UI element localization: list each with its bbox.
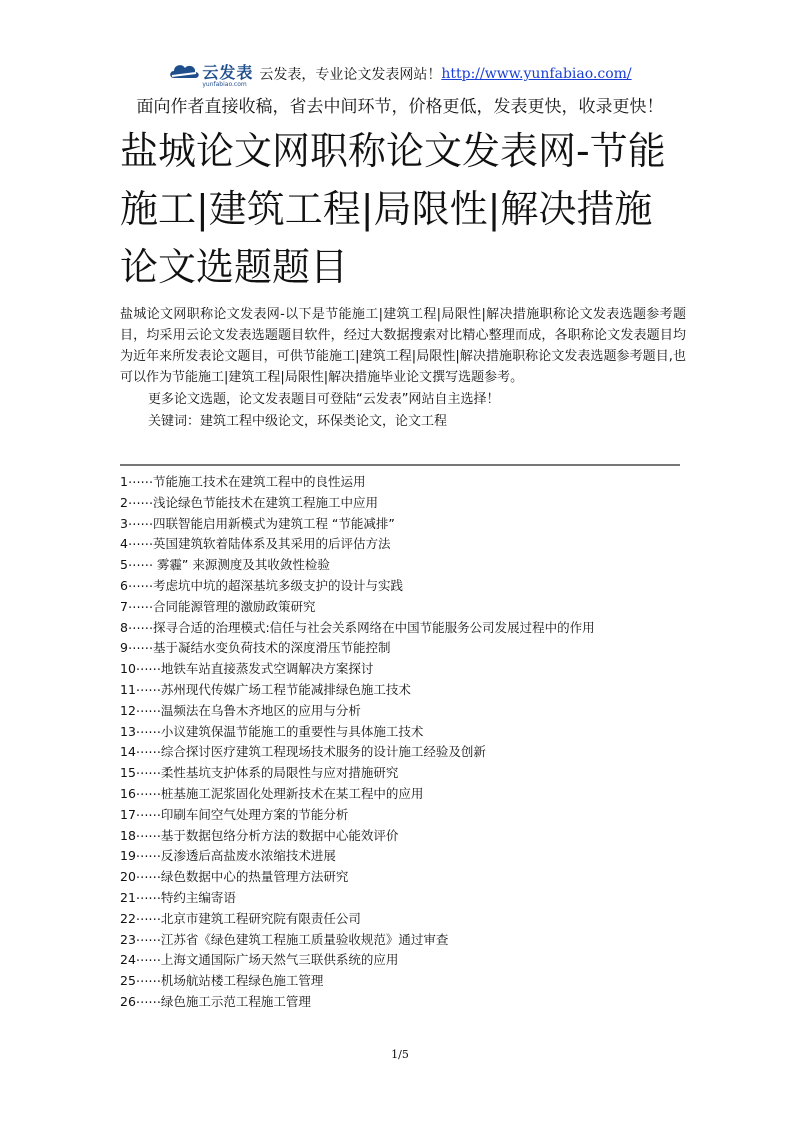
logo-text: 云发表 <box>202 63 254 82</box>
list-item: 12⋯⋯温频法在乌鲁木齐地区的应用与分析 <box>120 702 361 718</box>
document-title: 盐城论文网职称论文发表网-节能施工|建筑工程|局限性|解决措施论文选题题目 <box>120 129 666 289</box>
list-item: 17⋯⋯印刷车间空气处理方案的节能分析 <box>120 806 349 822</box>
divider <box>120 464 680 466</box>
list-item: 21⋯⋯特约主编寄语 <box>120 889 236 905</box>
list-item: 14⋯⋯综合探讨医疗建筑工程现场技术服务的设计施工经验及创新 <box>120 744 486 760</box>
list-item: 13⋯⋯小议建筑保温节能施工的重要性与具体施工技术 <box>120 723 424 739</box>
list-item: 6⋯⋯考虑坑中坑的超深基坑多级支护的设计与实践 <box>120 577 403 593</box>
intro-paragraph: 盐城论文网职称论文发表网-以下是节能施工|建筑工程|局限性|解决措施职称论文发表选题参考题目，均采用云论文发表选题题目软件，经过大数据搜索对比精心整理而成，各职称论文发表题目均为近年来所发表论文题目，可供节能施工|建筑工程|局限性|解决措施职称论文发表选题参考题目,也可以作为节能施工|建筑工程|局限性|解决措施毕业论文撰写选题参考。 <box>120 307 686 385</box>
list-item: 11⋯⋯苏州现代传媒广场工程节能减排绿色施工技术 <box>120 681 411 697</box>
list-item: 24⋯⋯上海文通国际广场天然气三联供系统的应用 <box>120 952 399 968</box>
cloud-icon <box>168 61 200 83</box>
list-item: 23⋯⋯江苏省《绿色建筑工程施工质量验收规范》通过审查 <box>120 931 449 947</box>
site-link[interactable]: http://www.yunfabiao.com/ <box>441 66 632 82</box>
page-number: 1/5 <box>391 1048 409 1061</box>
more-topics-note: 更多论文选题，论文发表题目可登陆“云发表”网站自主选择！ <box>148 392 500 407</box>
site-header <box>0 58 800 90</box>
topic-list <box>120 472 686 1013</box>
list-item: 10⋯⋯地铁车站直接蒸发式空调解决方案探讨 <box>120 661 374 677</box>
list-item: 2⋯⋯浅论绿色节能技术在建筑工程施工中应用 <box>120 494 378 510</box>
keywords: 关键词：建筑工程中级论文，环保类论文，论文工程 <box>148 414 448 429</box>
list-item: 9⋯⋯基于凝结水变负荷技术的深度滑压节能控制 <box>120 640 391 656</box>
list-item: 19⋯⋯反渗透后高盐废水浓缩技术进展 <box>120 848 336 864</box>
list-item: 7⋯⋯合同能源管理的激励政策研究 <box>120 598 316 614</box>
list-item: 22⋯⋯北京市建筑工程研究院有限责任公司 <box>120 910 361 926</box>
list-item: 8⋯⋯探寻合适的治理模式:信任与社会关系网络在中国节能服务公司发展过程中的作用 <box>120 619 595 635</box>
list-item: 18⋯⋯基于数据包络分析方法的数据中心能效评价 <box>120 827 399 843</box>
site-logo[interactable] <box>168 60 253 88</box>
site-slogan: 面向作者直接收稿，省去中间环节，价格更低，发表更快，收录更快！ <box>136 97 664 117</box>
list-item: 20⋯⋯绿色数据中心的热量管理方法研究 <box>120 869 349 885</box>
list-item: 5⋯⋯ 雾霾” 来源测度及其收敛性检验 <box>120 557 330 573</box>
list-item: 15⋯⋯柔性基坑支护体系的局限性与应对措施研究 <box>120 765 399 781</box>
list-item: 26⋯⋯绿色施工示范工程施工管理 <box>120 993 311 1009</box>
list-item: 16⋯⋯桩基施工泥浆固化处理新技术在某工程中的应用 <box>120 785 424 801</box>
list-item: 3⋯⋯四联智能启用新模式为建筑工程 “节能减排” <box>120 515 395 531</box>
list-item: 25⋯⋯机场航站楼工程绿色施工管理 <box>120 973 324 989</box>
list-item: 1⋯⋯节能施工技术在建筑工程中的良性运用 <box>120 474 366 489</box>
list-item: 4⋯⋯英国建筑软着陆体系及其采用的后评估方法 <box>120 536 391 552</box>
site-tagline: 云发表，专业论文发表网站！ <box>259 67 442 83</box>
logo-subtext: yunfabiao.com <box>202 81 247 88</box>
